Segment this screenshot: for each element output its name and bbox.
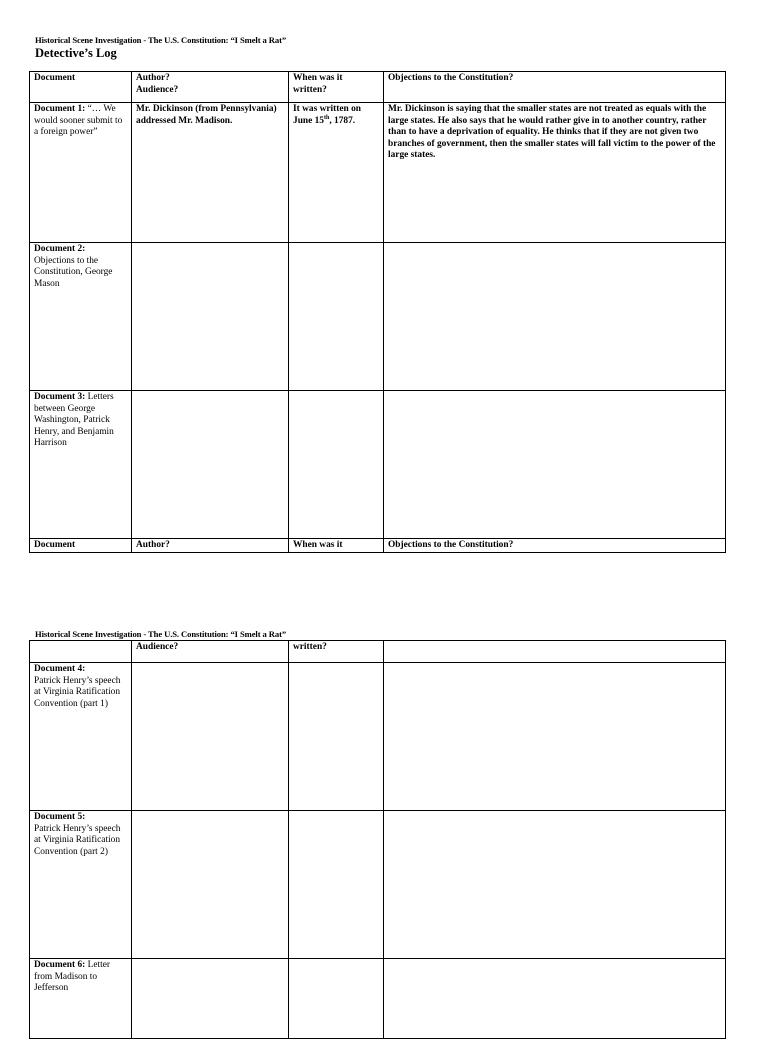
footer-when: When was it: [289, 539, 384, 553]
table-header-row: [30, 72, 726, 103]
author-cell: Mr. Dickinson (from Pennsylvania) addressed Mr. Madison.: [132, 103, 289, 243]
document-label: Document 1:: [34, 104, 86, 114]
column-header-objections: Objections to the Constitution?: [384, 72, 726, 103]
when-cell[interactable]: [289, 811, 384, 959]
document-cell: [30, 959, 132, 1039]
author-cell[interactable]: [132, 663, 289, 811]
author-cell[interactable]: [132, 811, 289, 959]
when-ordinal: th: [324, 114, 330, 121]
objections-cell[interactable]: [384, 391, 726, 539]
table-header-row-continued: [30, 641, 726, 663]
page-header-2: Historical Scene Investigation - The U.S. Constitution: “I Smelt a Rat”: [35, 629, 287, 639]
column-header-objections-continued: [384, 641, 726, 663]
when-cell[interactable]: [289, 391, 384, 539]
document-description: Patrick Henry’s speech at Virginia Ratification Convention (part 2): [34, 823, 121, 857]
table-row-document-4: [30, 663, 726, 811]
author-cell[interactable]: [132, 243, 289, 391]
document-cell: [30, 663, 132, 811]
document-description: Patrick Henry’s speech at Virginia Ratification Convention (part 1): [34, 675, 121, 709]
objections-cell: Mr. Dickinson is saying that the smaller states are not treated as equals with the large states. He also says that he would rather give in to another country, rather than to have a deprivation of equality. He thinks that if they are not given two branches of government, then the smaller states will fall victim to the power of the large states.: [384, 103, 726, 243]
author-cell[interactable]: [132, 959, 289, 1039]
document-cell: [30, 243, 132, 391]
document-cell: [30, 811, 132, 959]
when-text-end: , 1787.: [329, 115, 356, 126]
document-cell: [30, 103, 132, 243]
detective-log-table-continued: [29, 640, 726, 1039]
when-cell[interactable]: [289, 663, 384, 811]
when-cell[interactable]: [289, 959, 384, 1039]
table-row-document-1: [30, 103, 726, 243]
objections-cell[interactable]: [384, 243, 726, 391]
table-footer-row: [30, 539, 726, 553]
column-header-when-continued: written?: [289, 641, 384, 663]
document-label: Document 4:: [34, 664, 86, 674]
table-row-document-2: [30, 243, 726, 391]
detective-log-table: [29, 71, 726, 553]
document-cell: [30, 391, 132, 539]
footer-document: Document: [30, 539, 132, 553]
table-row-document-6: [30, 959, 726, 1039]
when-cell[interactable]: [289, 243, 384, 391]
author-cell[interactable]: [132, 391, 289, 539]
page-header: Historical Scene Investigation - The U.S. Constitution: “I Smelt a Rat”: [35, 35, 287, 45]
document-label: Document 3:: [34, 392, 86, 402]
column-header-author: Author? Audience?: [132, 72, 289, 103]
objections-cell[interactable]: [384, 959, 726, 1039]
document-label: Document 2:: [34, 244, 86, 254]
document-description: Letters between George Washington, Patrick Henry, and Benjamin Harrison: [34, 392, 114, 449]
objections-cell[interactable]: [384, 663, 726, 811]
footer-objections: Objections to the Constitution?: [384, 539, 726, 553]
table-row-document-5: [30, 811, 726, 959]
objections-cell[interactable]: [384, 811, 726, 959]
column-header-when: When was it written?: [289, 72, 384, 103]
column-header-author-continued: Audience?: [132, 641, 289, 663]
document-description: “… We would sooner submit to a foreign power”: [34, 104, 123, 138]
document-label: Document 5:: [34, 812, 86, 822]
document-label: Document 6:: [34, 960, 86, 970]
when-text: It was written on June 15: [293, 104, 361, 126]
footer-author: Author?: [132, 539, 289, 553]
page-title: Detective’s Log: [35, 46, 117, 60]
column-header-document: Document: [30, 72, 132, 103]
document-description: Letter from Madison to Jefferson: [34, 960, 111, 994]
when-cell: [289, 103, 384, 243]
column-header-document-continued: [30, 641, 132, 663]
document-description: Objections to the Constitution, George Mason: [34, 255, 113, 289]
table-row-document-3: [30, 391, 726, 539]
